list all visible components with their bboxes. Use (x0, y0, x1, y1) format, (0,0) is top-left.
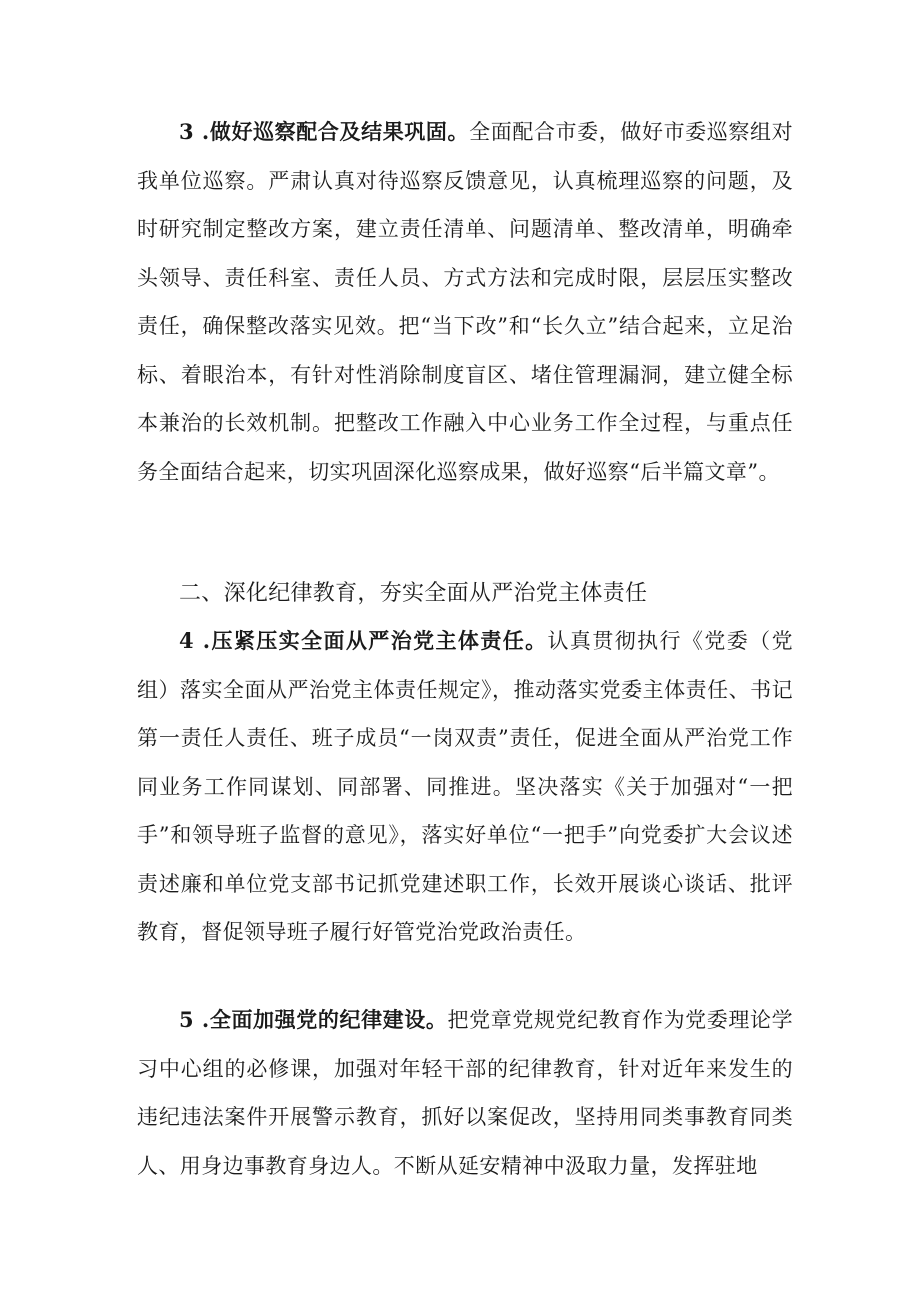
paragraph-5-body: 把党章党规党纪教育作为党委理论学习中心组的必修课，加强对年轻干部的纪律教育，针对近年来发生的违纪违法案件开展警示教育，抓好以案促改，坚持用同类事教育同类人、用身边事教育身边人。不断从延安精神中汲取力量，发挥驻地 (137, 1008, 793, 1178)
paragraph-4 (137, 617, 793, 957)
paragraph-3-lead: 3 .做好巡察配合及结果巩固。 (179, 119, 470, 144)
paragraph-4-lead: 4 .压紧压实全面从严治党主体责任。 (179, 628, 548, 653)
paragraph-3 (137, 108, 793, 496)
paragraph-3-body: 全面配合市委，做好市委巡察组对我单位巡察。严肃认真对待巡察反馈意见，认真梳理巡察的问题，及时研究制定整改方案，建立责任清单、问题清单、整改清单，明确牵头领导、责任科室、责任人员、方式方法和完成时限，层层压实整改责任，确保整改落实见效。把“当下改”和“长久立”结合起来，立足治标、着眼治本，有针对性消除制度盲区、堵住管理漏洞，建立健全标本兼治的长效机制。把整改工作融入中心业务工作全过程，与重点任务全面结合起来，切实巩固深化巡察成果，做好巡察“后半篇文章”。 (137, 120, 794, 484)
paragraph-5 (137, 996, 793, 1190)
section-heading: 二、深化纪律教育，夯实全面从严治党主体责任 (179, 581, 648, 606)
paragraph-5-lead: 5 .全面加强党的纪律建设。 (179, 1007, 448, 1032)
paragraph-4-body: 认真贯彻执行《党委（党组）落实全面从严治党主体责任规定》，推动落实党委主体责任、书记第一责任人责任、班子成员“一岗双责”责任，促进全面从严治党工作同业务工作同谋划、同部署、同推进。坚决落实《关于加强对“一把手”和领导班子监督的意见》，落实好单位“一把手”向党委扩大会议述责述廉和单位党支部书记抓党建述职工作，长效开展谈心谈话、批评教育，督促领导班子履行好管党治党政治责任。 (137, 629, 793, 944)
